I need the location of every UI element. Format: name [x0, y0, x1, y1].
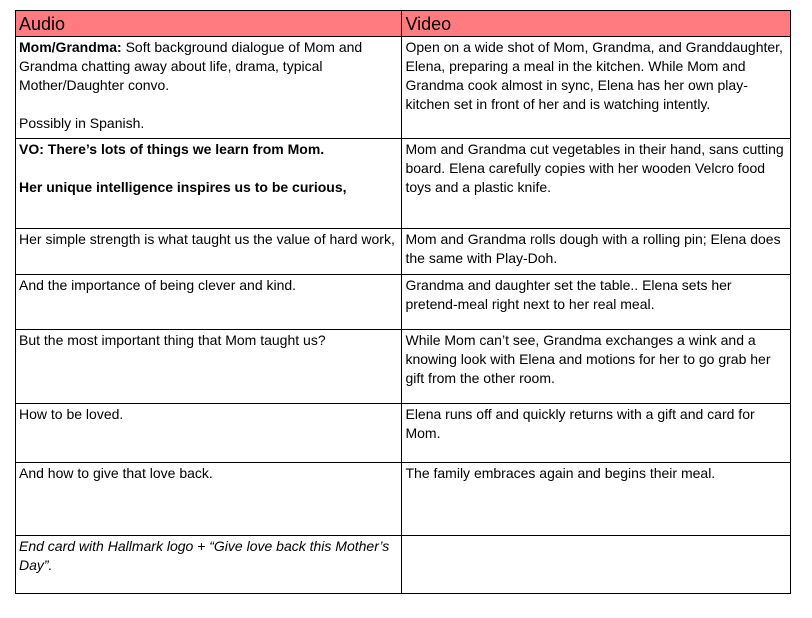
- video-column-header: Video: [402, 11, 791, 37]
- audio-cell: [16, 37, 402, 139]
- video-cell: Mom and Grandma cut vegetables in their hand, sans cutting board. Elena carefully copies with her wooden Velcro food toys and a plastic knife.: [402, 139, 791, 229]
- script-table: [15, 10, 791, 594]
- video-cell: Open on a wide shot of Mom, Grandma, and Granddaughter, Elena, preparing a meal in the kitchen. While Mom and Grandma cook almost in sync, Elena has her own play-kitchen set in front of her and is watching intently.: [402, 37, 791, 139]
- voiceover-line: VO: There’s lots of things we learn from Mom.: [19, 141, 325, 157]
- video-cell: The family embraces again and begins their meal.: [402, 463, 791, 536]
- speaker-label: Mom/Grandma:: [19, 39, 122, 55]
- end-card-cell: End card with Hallmark logo + “Give love back this Mother’s Day”.: [16, 536, 402, 594]
- table-row: [16, 463, 791, 536]
- audio-column-header: Audio: [16, 11, 402, 37]
- video-cell: While Mom can’t see, Grandma exchanges a wink and a knowing look with Elena and motions for her to go grab her gift from the other room.: [402, 330, 791, 404]
- video-cell-empty: [402, 536, 791, 594]
- video-cell: Elena runs off and quickly returns with a gift and card for Mom.: [402, 404, 791, 463]
- video-cell: Grandma and daughter set the table.. Elena sets her pretend-meal right next to her real meal.: [402, 275, 791, 330]
- audio-text: Soft background dialogue of Mom and Grandma chatting away about life, drama, typical Mother/Daughter convo.: [19, 39, 363, 93]
- table-row: [16, 229, 791, 275]
- audio-cell: But the most important thing that Mom taught us?: [16, 330, 402, 404]
- table-row: [16, 139, 791, 229]
- table-row: [16, 275, 791, 330]
- audio-note: Possibly in Spanish.: [19, 115, 145, 131]
- audio-cell: Her simple strength is what taught us the value of hard work,: [16, 229, 402, 275]
- audio-cell: How to be loved.: [16, 404, 402, 463]
- table-row: [16, 330, 791, 404]
- audio-cell: [16, 139, 402, 229]
- audio-cell: And how to give that love back.: [16, 463, 402, 536]
- audio-cell: And the importance of being clever and kind.: [16, 275, 402, 330]
- table-row: [16, 536, 791, 594]
- header-row: [16, 11, 791, 37]
- video-cell: Mom and Grandma rolls dough with a rolling pin; Elena does the same with Play-Doh.: [402, 229, 791, 275]
- table-row: [16, 37, 791, 139]
- voiceover-line: Her unique intelligence inspires us to be curious,: [19, 179, 347, 195]
- table-row: [16, 404, 791, 463]
